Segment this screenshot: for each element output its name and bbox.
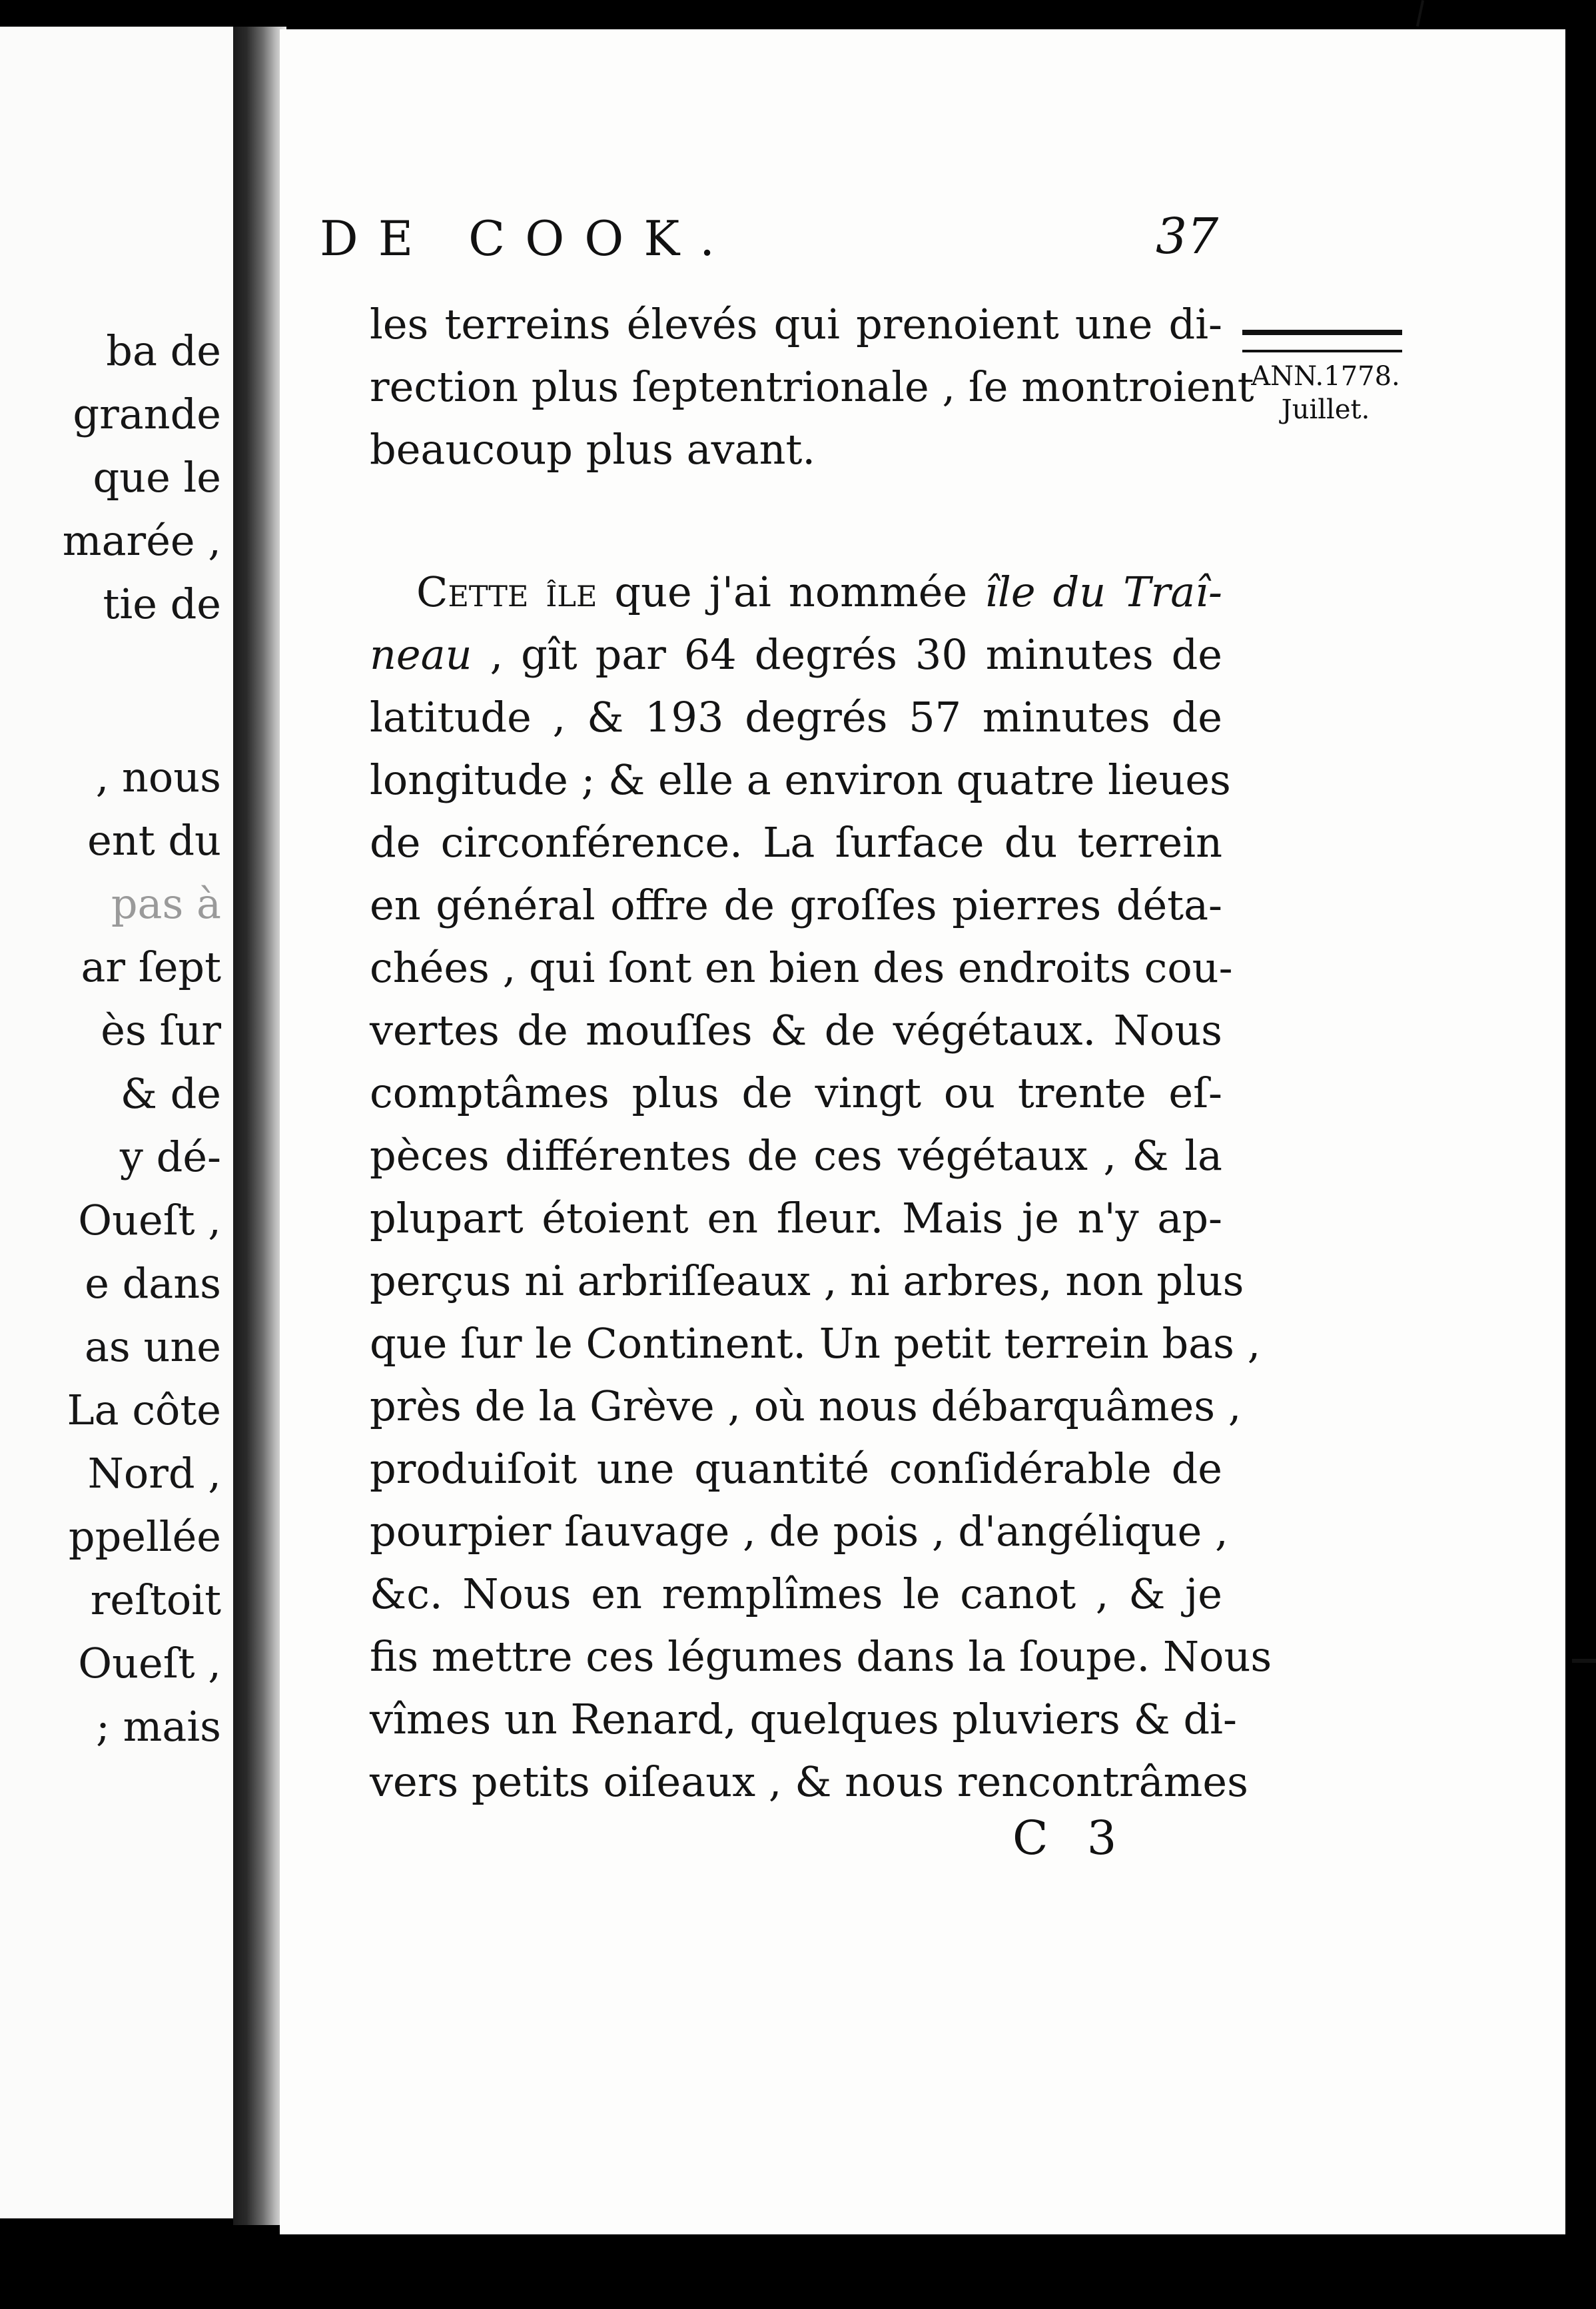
island-name: île du Traî- [985, 568, 1222, 616]
text-line: près de la Grève , où nous débarquâmes , [370, 1382, 1242, 1430]
text-line: vîmes un Renard, quelques pluviers & di- [370, 1695, 1237, 1743]
text-line: que ſur le Continent. Un petit terrein bas , [370, 1319, 1261, 1368]
facing-line: ent du [87, 816, 221, 865]
facing-page-fragment [0, 27, 240, 2218]
body-text [370, 293, 1272, 1813]
facing-line: ès ſur [101, 1006, 221, 1055]
text-line: perçus ni arbriſſeaux , ni arbres, non plus [370, 1256, 1244, 1305]
facing-line: tie de [103, 580, 221, 628]
facing-line: marée , [62, 516, 221, 565]
facing-line: pas à [111, 879, 221, 928]
text-line: longitude ; & elle a environ quatre lieues [370, 755, 1231, 804]
text-line: pourpier ſauvage , de pois , d'angélique , [370, 1507, 1228, 1556]
text-line [370, 561, 1222, 624]
facing-line: e dans [85, 1259, 221, 1308]
facing-line: que le [93, 453, 221, 502]
text-line: fis mettre ces légumes dans la ſoupe. Nous [370, 1632, 1272, 1681]
facing-line: reſtoit [90, 1576, 221, 1624]
facing-line: & de [120, 1069, 221, 1118]
page-number: 37 [1156, 208, 1219, 265]
facing-line: ; mais [96, 1702, 221, 1751]
text-line: plupart étoient en fleur. Mais je n'y ap- [370, 1194, 1222, 1242]
text-line: vertes de mouſſes & de végétaux. Nous [370, 1006, 1222, 1055]
paragraph-lead: Cette île [416, 568, 598, 616]
margin-note-year: ANN.1778. [1251, 361, 1400, 392]
text-line: beaucoup plus avant. [370, 425, 816, 474]
facing-line: as une [84, 1322, 221, 1371]
facing-line: ar ſept [81, 943, 221, 991]
scan-artifact [1416, 0, 1424, 27]
text-line: latitude , & 193 degrés 57 minutes de [370, 693, 1222, 741]
facing-line: grande [73, 390, 221, 438]
scan-artifact [1572, 1659, 1596, 1663]
margin-note-month: Juillet. [1281, 394, 1370, 425]
running-head: DE COOK. [320, 211, 735, 266]
facing-line: Oueſt , [78, 1196, 221, 1244]
text-line: produiſoit une quantité conſidérable de [370, 1444, 1222, 1493]
text-line [370, 624, 1222, 686]
facing-line: La côte [67, 1386, 221, 1434]
facing-line: Nord , [87, 1449, 221, 1498]
facing-line: ppellée [68, 1512, 221, 1561]
text-run: , gît par 64 degrés 30 minutes de [472, 630, 1222, 679]
text-line: comptâmes plus de vingt ou trente eſ- [370, 1069, 1222, 1117]
island-name-end: neau [370, 630, 472, 679]
text-line: les terreins élevés qui prenoient une di- [370, 300, 1222, 348]
margin-note [1239, 360, 1412, 426]
facing-line: Oueſt , [78, 1639, 221, 1687]
text-line: vers petits oiſeaux , & nous rencontrâmes [370, 1757, 1248, 1806]
margin-rule [1242, 330, 1402, 352]
book-gutter-shadow [233, 27, 286, 2225]
signature-mark: C 3 [1012, 1811, 1129, 1865]
facing-line: y dé- [119, 1133, 221, 1181]
text-run: que j'ai nommée [597, 568, 985, 616]
text-line: chées , qui ſont en bien des endroits cou- [370, 943, 1233, 992]
paragraph-gap [370, 481, 1222, 561]
facing-line: ba de [106, 326, 221, 375]
text-line: en général offre de groſſes pierres déta- [370, 881, 1222, 929]
text-line: &c. Nous en remplîmes le canot , & je [370, 1570, 1222, 1618]
text-line: de circonférence. La ſurface du terrein [370, 818, 1222, 867]
text-line: pèces différentes de ces végétaux , & la [370, 1131, 1222, 1180]
text-line: rection plus ſeptentrionale , ſe montroient [370, 362, 1254, 411]
facing-line: , nous [95, 753, 221, 801]
